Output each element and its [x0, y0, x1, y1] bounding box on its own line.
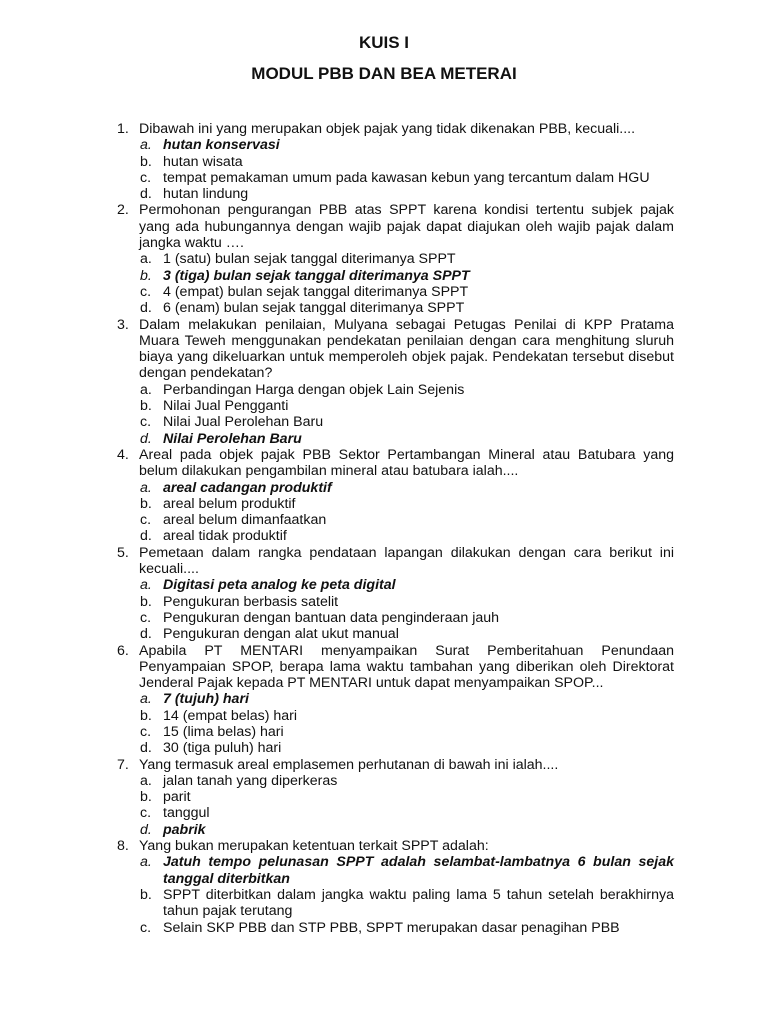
option-letter: c.: [140, 723, 152, 740]
question-text: Yang bukan merupakan ketentuan terkait SPPT adalah:: [139, 838, 489, 855]
question-list: [117, 121, 674, 936]
question-text: Dalam melakukan penilaian, Mulyana sebagai Petugas Penilai di KPP Pratama Muara Teweh menggunakan pendekatan penilaian dengan cara menghitung sluruh biaya yang dikeluarkan untuk memperoleh objek pajak. Pendekatan tersebut disebut dengan pendekatan?: [139, 316, 674, 382]
answer-option: [139, 154, 674, 170]
option-letter: d.: [140, 430, 152, 447]
question-number: 6.: [117, 642, 129, 659]
answer-option-correct: [139, 691, 674, 707]
question-number: 1.: [117, 121, 129, 137]
option-letter: d.: [140, 300, 152, 317]
answer-option: [139, 708, 674, 724]
option-text: areal belum produktif: [163, 495, 296, 512]
answer-option: [139, 740, 674, 756]
option-letter: b.: [140, 593, 152, 610]
question-number: 8.: [117, 838, 129, 855]
option-text: Digitasi peta analog ke peta digital: [163, 577, 396, 594]
option-text: Pengukuran dengan bantuan data penginderaan jauh: [163, 609, 500, 626]
option-letter: a.: [140, 137, 152, 154]
option-list: [139, 854, 674, 935]
option-letter: b.: [140, 886, 152, 903]
option-text: 3 (tiga) bulan sejak tanggal diterimanya SPPT: [163, 267, 470, 284]
option-list: [139, 382, 674, 447]
option-list: [139, 773, 674, 838]
option-text: areal cadangan produktif: [163, 479, 332, 496]
option-letter: a.: [140, 479, 152, 496]
option-text: Selain SKP PBB dan STP PBB, SPPT merupakan dasar penagihan PBB: [163, 919, 620, 936]
question-text: Areal pada objek pajak PBB Sektor Pertambangan Mineral atau Batubara yang belum dilakukan pengambilan mineral atau batubara ialah....: [139, 446, 674, 480]
option-letter: a.: [140, 772, 152, 789]
answer-option-correct: [139, 822, 674, 838]
answer-option-correct: [139, 431, 674, 447]
option-letter: b.: [140, 495, 152, 512]
answer-option: [139, 626, 674, 642]
option-text: jalan tanah yang diperkeras: [163, 772, 338, 789]
answer-option-correct: [139, 854, 674, 887]
option-list: [139, 137, 674, 202]
question-number: 3.: [117, 316, 129, 333]
option-letter: b.: [140, 789, 152, 806]
question-item: [117, 121, 674, 202]
question-item: [117, 317, 674, 447]
option-letter: a.: [140, 854, 152, 871]
option-text: hutan wisata: [163, 153, 243, 170]
question-text: Yang termasuk areal emplasemen perhutanan di bawah ini ialah....: [139, 756, 559, 773]
option-letter: c.: [140, 283, 152, 300]
option-letter: d.: [140, 528, 152, 545]
answer-option: [139, 773, 674, 789]
answer-option: [139, 512, 674, 528]
option-text: 7 (tujuh) hari: [163, 691, 249, 708]
option-list: [139, 251, 674, 316]
answer-option: [139, 920, 674, 936]
option-text: Nilai Jual Perolehan Baru: [163, 414, 324, 431]
question-item: [117, 202, 674, 316]
question-number: 5.: [117, 544, 129, 561]
option-text: Nilai Jual Pengganti: [163, 398, 289, 415]
page-subtitle: MODUL PBB DAN BEA METERAI: [251, 64, 517, 83]
option-letter: d.: [140, 821, 152, 838]
answer-option: [139, 805, 674, 821]
answer-option: [139, 496, 674, 512]
answer-option: [139, 610, 674, 626]
question-text: Apabila PT MENTARI menyampaikan Surat Pemberitahuan Penundaan Penyampaian SPOP, berapa lama waktu tambahan yang diberikan oleh Direktorat Jenderal Pajak kepada PT MENTARI untuk dapat menyampaikan SPOP...: [139, 642, 674, 692]
answer-option-correct: [139, 480, 674, 496]
question-text: Permohonan pengurangan PBB atas SPPT karena kondisi tertentu subjek pajak yang ada hubungannya dengan wajib pajak dapat diajukan oleh wajib pajak dalam jangka waktu ….: [139, 202, 674, 252]
answer-option: [139, 528, 674, 544]
option-text: areal tidak produktif: [163, 528, 287, 545]
option-text: Pengukuran dengan alat ukut manual: [163, 626, 399, 643]
answer-option: [139, 789, 674, 805]
option-letter: b.: [140, 153, 152, 170]
option-letter: a.: [140, 577, 152, 594]
option-text: hutan konservasi: [163, 137, 280, 154]
answer-option: [139, 186, 674, 202]
question-item: [117, 838, 674, 936]
answer-option: [139, 170, 674, 186]
option-text: 15 (lima belas) hari: [163, 723, 284, 740]
option-list: [139, 480, 674, 545]
answer-option: [139, 300, 674, 316]
question-item: [117, 757, 674, 838]
option-text: pabrik: [163, 821, 206, 838]
option-text: tempat pemakaman umum pada kawasan kebun yang tercantum dalam HGU: [163, 169, 650, 186]
option-text: areal belum dimanfaatkan: [163, 512, 327, 529]
option-list: [139, 577, 674, 642]
option-text: Jatuh tempo pelunasan SPPT adalah selambat-lambatnya 6 bulan sejak tanggal diterbitkan: [163, 854, 674, 887]
answer-option: [139, 414, 674, 430]
option-text: hutan lindung: [163, 186, 249, 203]
page-title: KUIS I: [358, 33, 410, 52]
option-text: SPPT diterbitkan dalam jangka waktu paling lama 5 tahun setelah berakhirnya tahun pajak terutang: [163, 886, 674, 920]
option-text: parit: [163, 789, 191, 806]
answer-option: [139, 251, 674, 267]
option-letter: c.: [140, 805, 152, 822]
question-text: Dibawah ini yang merupakan objek pajak yang tidak dikenakan PBB, kecuali....: [139, 121, 636, 137]
answer-option: [139, 382, 674, 398]
option-letter: a.: [140, 691, 152, 708]
option-list: [139, 691, 674, 756]
option-text: Pengukuran berbasis satelit: [163, 593, 339, 610]
option-letter: c.: [140, 169, 152, 186]
answer-option-correct: [139, 577, 674, 593]
question-number: 2.: [117, 202, 129, 219]
answer-option: [139, 284, 674, 300]
question-number: 4.: [117, 446, 129, 463]
answer-option: [139, 887, 674, 920]
option-text: 14 (empat belas) hari: [163, 707, 298, 724]
answer-option-correct: [139, 268, 674, 284]
answer-option-correct: [139, 137, 674, 153]
option-text: Perbandingan Harga dengan objek Lain Sejenis: [163, 381, 465, 398]
option-letter: d.: [140, 626, 152, 643]
answer-option: [139, 398, 674, 414]
option-letter: c.: [140, 609, 152, 626]
question-text: Pemetaan dalam rangka pendataan lapangan dilakukan dengan cara berikut ini kecuali....: [139, 544, 674, 578]
option-letter: c.: [140, 414, 152, 431]
question-item: [117, 545, 674, 643]
option-text: 6 (enam) bulan sejak tanggal diterimanya SPPT: [163, 300, 465, 317]
question-item: [117, 643, 674, 757]
option-letter: c.: [140, 512, 152, 529]
option-letter: a.: [140, 251, 152, 268]
option-text: Nilai Perolehan Baru: [163, 430, 302, 447]
answer-option: [139, 724, 674, 740]
option-letter: b.: [140, 267, 152, 284]
option-letter: c.: [140, 919, 152, 936]
option-text: 30 (tiga puluh) hari: [163, 740, 282, 757]
question-number: 7.: [117, 756, 129, 773]
question-item: [117, 447, 674, 545]
option-text: 4 (empat) bulan sejak tanggal diterimanya SPPT: [163, 283, 469, 300]
option-letter: b.: [140, 398, 152, 415]
answer-option: [139, 594, 674, 610]
option-letter: a.: [140, 381, 152, 398]
option-letter: d.: [140, 740, 152, 757]
option-text: tanggul: [163, 805, 210, 822]
option-letter: b.: [140, 707, 152, 724]
option-text: 1 (satu) bulan sejak tanggal diterimanya SPPT: [163, 251, 456, 268]
option-letter: d.: [140, 186, 152, 203]
